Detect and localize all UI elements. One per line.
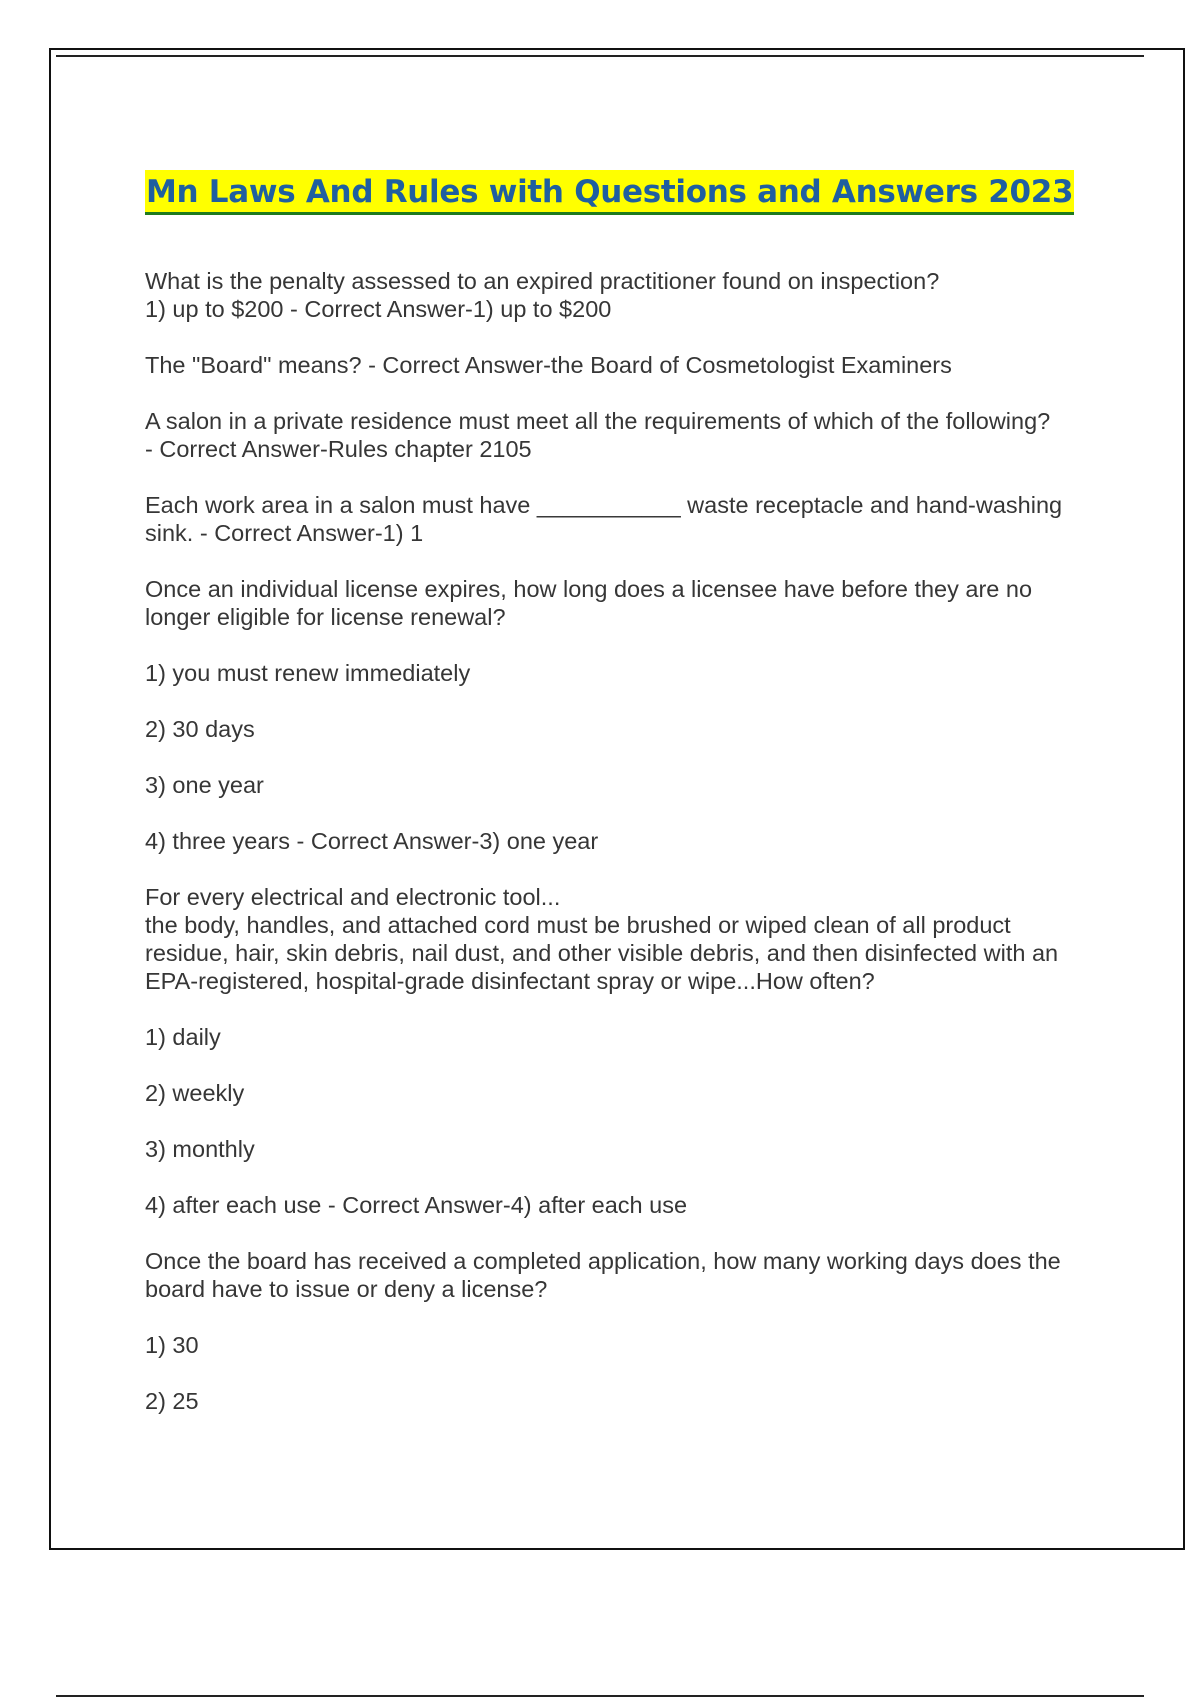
paragraph-line: 3) one year bbox=[145, 772, 264, 798]
document-body bbox=[145, 170, 1095, 1443]
paragraph-line: residue, hair, skin debris, nail dust, and other visible debris, and then disinfected with an bbox=[145, 940, 1059, 966]
paragraph-line: 2) 25 bbox=[145, 1388, 199, 1414]
paragraph-line: The "Board" means? - Correct Answer-the Board of Cosmetologist Examiners bbox=[145, 352, 952, 378]
paragraph-line: Each work area in a salon must have ___________ waste receptacle and hand-washing bbox=[145, 492, 1063, 518]
qa-paragraph bbox=[145, 1023, 1095, 1051]
qa-paragraph bbox=[145, 883, 1095, 995]
document-title: Mn Laws And Rules with Questions and Answers 2023 bbox=[145, 170, 1074, 215]
paragraph-line: 3) monthly bbox=[145, 1136, 255, 1162]
paragraph-line: 1) you must renew immediately bbox=[145, 660, 471, 686]
paragraph-line: 2) weekly bbox=[145, 1080, 245, 1106]
qa-paragraph bbox=[145, 1135, 1095, 1163]
paragraph-line: sink. - Correct Answer-1) 1 bbox=[145, 520, 424, 546]
qa-paragraph bbox=[145, 1387, 1095, 1415]
paragraph-line: A salon in a private residence must meet all the requirements of which of the following? bbox=[145, 408, 1051, 434]
paragraph-line: 4) three years - Correct Answer-3) one year bbox=[145, 828, 599, 854]
paragraph-line: 4) after each use - Correct Answer-4) after each use bbox=[145, 1192, 688, 1218]
qa-paragraph bbox=[145, 1191, 1095, 1219]
paragraph-line: For every electrical and electronic tool... bbox=[145, 884, 561, 910]
paragraph-line: longer eligible for license renewal? bbox=[145, 604, 506, 630]
qa-paragraph bbox=[145, 659, 1095, 687]
paragraph-line: Once an individual license expires, how long does a licensee have before they are no bbox=[145, 576, 1033, 602]
qa-paragraph bbox=[145, 827, 1095, 855]
paragraph-line: 2) 30 days bbox=[145, 716, 255, 742]
qa-paragraph bbox=[145, 491, 1095, 547]
paragraph-line: 1) 30 bbox=[145, 1332, 199, 1358]
qa-paragraph bbox=[145, 1247, 1095, 1303]
qa-list bbox=[145, 267, 1095, 1415]
qa-paragraph bbox=[145, 1079, 1095, 1107]
paragraph-line: What is the penalty assessed to an expired practitioner found on inspection? bbox=[145, 268, 940, 294]
qa-paragraph bbox=[145, 267, 1095, 323]
qa-paragraph bbox=[145, 771, 1095, 799]
header-rule bbox=[56, 55, 1144, 57]
paragraph-line: 1) up to $200 - Correct Answer-1) up to $200 bbox=[145, 296, 612, 322]
qa-paragraph bbox=[145, 407, 1095, 463]
qa-paragraph bbox=[145, 575, 1095, 631]
qa-paragraph bbox=[145, 351, 1095, 379]
paragraph-line: Once the board has received a completed application, how many working days does the bbox=[145, 1248, 1061, 1274]
paragraph-line: - Correct Answer-Rules chapter 2105 bbox=[145, 436, 532, 462]
paragraph-line: the body, handles, and attached cord must be brushed or wiped clean of all product bbox=[145, 912, 1011, 938]
paragraph-line: board have to issue or deny a license? bbox=[145, 1276, 548, 1302]
qa-paragraph bbox=[145, 715, 1095, 743]
paragraph-line: 1) daily bbox=[145, 1024, 221, 1050]
footer-rule bbox=[56, 1695, 1144, 1697]
paragraph-line: EPA-registered, hospital-grade disinfectant spray or wipe...How often? bbox=[145, 968, 875, 994]
qa-paragraph bbox=[145, 1331, 1095, 1359]
